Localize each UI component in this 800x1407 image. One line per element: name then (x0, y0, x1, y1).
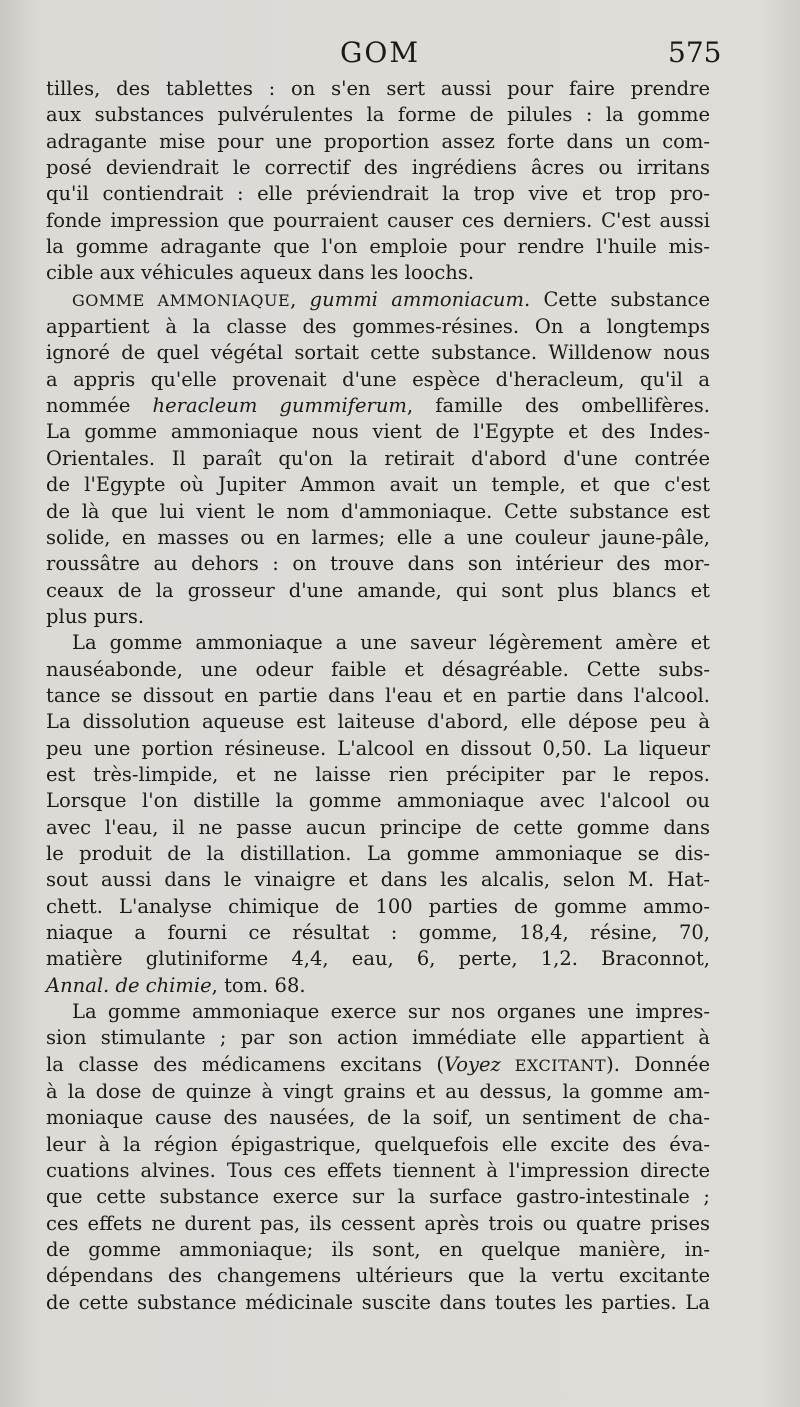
text-line: le produit de la distillation. La gomme ammoniaque se dis- (46, 841, 710, 865)
text-line: tance se dissout en partie dans l'eau et en partie dans l'alcool. (46, 683, 710, 707)
text-fragment: la classe des médicamens excitans ( (46, 1052, 444, 1076)
text-fragment: . Cette substance (523, 287, 710, 311)
text-line: peu une portion résineuse. L'alcool en dissout 0,50. La liqueur (46, 736, 710, 760)
text-fragment: , tom. 68. (211, 973, 306, 997)
text-line: roussâtre au dehors : on trouve dans son intérieur des mor- (46, 552, 710, 576)
text-line: matière glutiniforme 4,4, eau, 6, perte, 1,2. Braconnot, (46, 947, 710, 971)
text-line: a appris qu'elle provenait d'une espèce d'heracleum, qu'il a (46, 367, 710, 391)
journal-title: Annal. de chimie (46, 973, 212, 997)
text-line: Orientales. Il paraît qu'on la retirait d'abord d'une contrée (46, 446, 710, 470)
text-line: plus purs. (46, 604, 145, 628)
text-fragment: nommée (46, 394, 153, 418)
text-line: cible aux véhicules aqueux dans les loochs. (46, 261, 475, 285)
text-line: dépendans des changemens ultérieurs que la vertu excitante (46, 1264, 710, 1288)
cross-reference-term: EXCITANT (500, 1055, 607, 1075)
text-line: sion stimulante ; par son action immédiate elle appartient à (46, 1026, 710, 1050)
latin-name: gummi ammoniacum (309, 287, 524, 311)
text-line: ceaux de la grosseur d'une amande, qui sont plus blancs et (46, 578, 710, 602)
text-line: nauséabonde, une odeur faible et désagréable. Cette subs- (46, 657, 710, 681)
text-line: Lorsque l'on distille la gomme ammoniaque avec l'alcool ou (46, 789, 710, 813)
text-line: de gomme ammoniaque; ils sont, en quelque manière, in- (46, 1238, 710, 1262)
entry-heading-line (46, 287, 710, 314)
text-line: posé deviendrait le correctif des ingrédiens âcres ou irritans (46, 156, 710, 180)
body-text (46, 76, 710, 1316)
text-line: La gomme ammoniaque nous vient de l'Egypte et des Indes- (46, 420, 710, 444)
text-line: aux substances pulvérulentes la forme de pilules : la gomme (46, 103, 710, 127)
text-line: la gomme adragante que l'on emploie pour rendre l'huile mis- (46, 235, 710, 259)
text-line: La dissolution aqueuse est laiteuse d'abord, elle dépose peu à (46, 710, 710, 734)
text-line: ignoré de quel végétal sortait cette substance. Willdenow nous (46, 341, 710, 365)
text-line: adragante mise pour une proportion assez forte dans un com- (46, 129, 710, 153)
separator: , (290, 287, 310, 311)
text-line: de l'Egypte où Jupiter Ammon avait un temple, et que c'est (46, 473, 710, 497)
text-line: appartient à la classe des gommes-résines. On a longtemps (46, 315, 710, 339)
text-line: solide, en masses ou en larmes; elle a une couleur jaune-pâle, (46, 525, 710, 549)
text-line: de là que lui vient le nom d'ammoniaque. Cette substance est (46, 499, 710, 523)
text-fragment: ). Donnée (606, 1052, 710, 1076)
text-line: fonde impression que pourraient causer ces derniers. C'est aussi (46, 208, 710, 232)
text-line: tilles, des tablettes : on s'en sert aussi pour faire prendre (46, 77, 710, 100)
text-line: chett. L'analyse chimique de 100 parties de gomme ammo- (46, 894, 710, 918)
text-line: à la dose de quinze à vingt grains et au dessus, la gomme am- (46, 1080, 710, 1104)
text-line (46, 393, 710, 419)
text-line: qu'il contiendrait : elle préviendrait la trop vive et trop pro- (46, 182, 710, 206)
running-head (0, 36, 800, 76)
text-line: moniaque cause des nausées, de la soif, un sentiment de cha- (46, 1106, 710, 1130)
page-number: 575 (668, 36, 722, 69)
text-line: de cette substance médicinale suscite dans toutes les parties. La (46, 1290, 710, 1314)
text-line: leur à la région épigastrique, quelquefois elle excite des éva- (46, 1132, 710, 1156)
text-line: est très-limpide, et ne laisse rien précipiter par le repos. (46, 762, 710, 786)
cross-reference-voyez: Voyez (443, 1052, 501, 1076)
text-line: avec l'eau, il ne passe aucun principe de cette gomme dans (46, 815, 710, 839)
text-line: que cette substance exerce sur la surface gastro-intestinale ; (46, 1185, 710, 1209)
text-line: cuations alvines. Tous ces effets tiennent à l'impression directe (46, 1159, 710, 1183)
citation-line (46, 973, 710, 999)
text-line: La gomme ammoniaque a une saveur légèrement amère et (72, 631, 710, 655)
species-name: heracleum gummiferum (152, 394, 407, 418)
running-head-title: GOM (340, 36, 420, 69)
text-fragment: , famille des ombellifères. (406, 394, 710, 418)
text-line (46, 1052, 710, 1079)
text-line: sout aussi dans le vinaigre et dans les alcalis, selon M. Hat- (46, 868, 710, 892)
text-line: ces effets ne durent pas, ils cessent après trois ou quatre prises (46, 1211, 710, 1235)
entry-term: GOMME AMMONIAQUE (72, 290, 291, 310)
text-line: La gomme ammoniaque exerce sur nos organes une impres- (72, 1000, 710, 1024)
text-line: niaque a fourni ce résultat : gomme, 18,4, résine, 70, (46, 921, 710, 944)
